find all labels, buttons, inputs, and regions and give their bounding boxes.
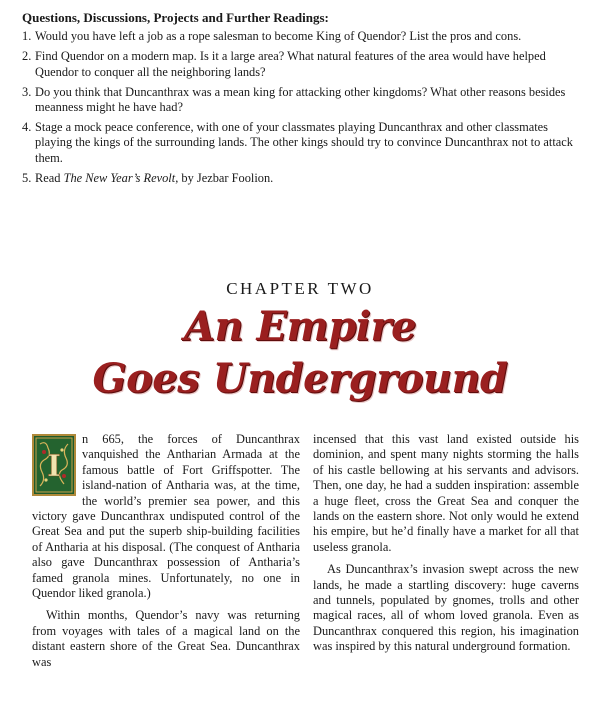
question-text: Stage a mock peace conference, with one of your classmates playing Duncanthrax and other classmates playing the kings of the surrounding lands. The other kings should try to convince Duncanthrax not to attack them.: [35, 120, 573, 165]
question-number: 3.: [22, 84, 32, 99]
chapter-title-line-2: Goes Underground: [92, 355, 508, 402]
list-item: [22, 49, 582, 79]
body-paragraph: incensed that this vast land existed outside his dominion, and spent many nights storming the halls of his castle bellowing at his servants and advisors. Then, one day, he had a sudden inspiration: assemble a huge fleet, cross the Great Sea and conquer the lands on the eastern shore. Not only would he extend his empire, but he’d finally have a market for all that useless granola.: [313, 432, 579, 554]
question-text: Would you have left a job as a rope salesman to become King of Quendor? List the pros and cons.: [35, 29, 522, 44]
chapter-label: CHAPTER TWO: [226, 279, 374, 298]
list-item: [22, 120, 582, 166]
questions-list: [22, 29, 582, 186]
body-column-left: [32, 432, 300, 677]
question-text: [35, 171, 582, 186]
questions-section: [22, 10, 582, 191]
body-paragraph: n 665, the forces of Duncanthrax vanquished the Antharian Armada at the famous battle of Fort Griffspotter. The island-nation of Antharia was, at the time, the world’s premier sea power, and this victory gave Duncanthrax undisputed control of the Great Sea and put the superb ship-building facilities of Antharia at his disposal. (The conquest of Antharia also gave Duncanthrax possession of Antharia’s famed granola mines. Unfortunately, no one in Quendor liked granola.): [32, 432, 300, 601]
body-paragraph: Within months, Quendor’s navy was returning from voyages with tales of a magical land on the distant eastern shore of the Great Sea. Duncanthrax was: [32, 608, 300, 669]
drop-cap-art: [34, 436, 74, 494]
question-number: 2.: [22, 49, 32, 64]
list-item: [22, 171, 582, 186]
list-item: [22, 29, 582, 44]
questions-heading: Questions, Discussions, Projects and Further Readings:: [22, 10, 329, 25]
body-paragraph: As Duncanthrax’s invasion swept across the new lands, he made a startling discovery: huge caverns and tunnels, populated by gnomes, trolls and other magical races, all of whom loved granola. Even as Duncanthrax conquered this region, his imagination was inspired by this natural underground formation.: [313, 562, 579, 654]
question-text: Do you think that Duncanthrax was a mean king for attacking other kingdoms? What other reasons besides meanness might he have had?: [35, 84, 566, 115]
question-number: 1.: [22, 29, 32, 44]
reading-suffix: , by Jezbar Foolion.: [175, 170, 274, 185]
book-title: The New Year’s Revolt: [63, 170, 176, 185]
list-item: [22, 85, 582, 115]
body-column-right: [313, 432, 579, 662]
chapter-title-line-1: An Empire: [183, 303, 417, 350]
reading-prefix: Read: [35, 170, 64, 185]
illuminated-initial: [32, 434, 76, 496]
drop-cap-letter: I: [46, 449, 62, 484]
question-number: 4.: [22, 120, 32, 135]
question-text: Find Quendor on a modern map. Is it a large area? What natural features of the area would have helped Quendor to conquer all the neighboring lands?: [35, 49, 546, 79]
question-number: 5.: [22, 170, 32, 185]
